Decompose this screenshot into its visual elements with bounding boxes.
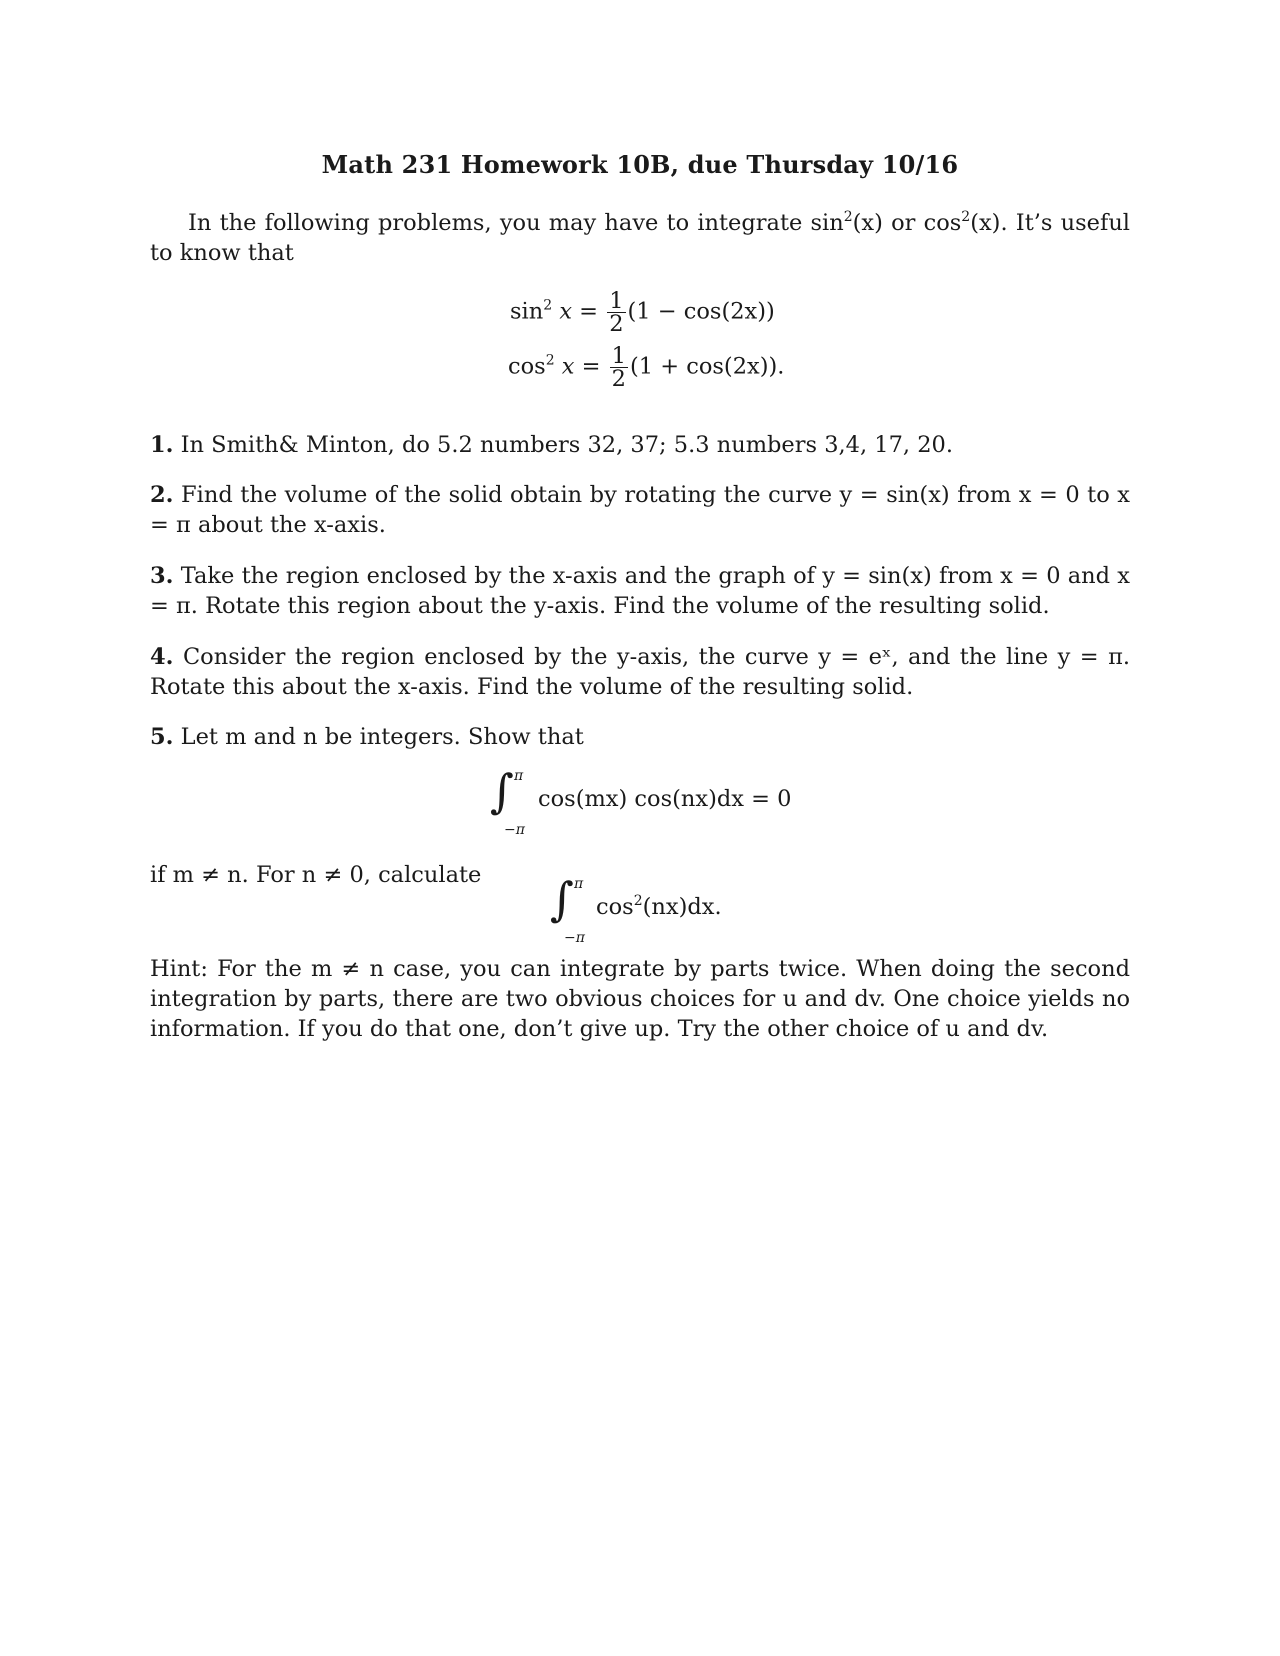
intro-text-c: (x). It’s useful to know that: [150, 210, 1131, 266]
cos-lhs: cos: [508, 353, 546, 380]
intro-paragraph: In the following problems, you may have to integrate $\sin^2(x)$ or $\cos^2(x)$. It’s useful to know that: [150, 209, 1131, 266]
cos-squared-identity: $\cos^2 x$ = $\frac{1}{2}$ (1 + cos(2x)).: [508, 343, 785, 392]
problem-2: [150, 480, 1130, 540]
hint-paragraph: Hint: For the m ≠ n case, you can integrate by parts twice. When doing the second integration by parts, there are two obvious choices for u and dv. One choice yields no information. If you do that one, don’t give up. Try the other choice of u and dv.: [150, 956, 1130, 1042]
problem-3: [150, 561, 1130, 621]
cos-rhs: (1 + cos(2x)).: [629, 353, 785, 380]
integral-lower-limit: −π: [564, 930, 585, 946]
sin-rhs: (1 − cos(2x)): [627, 298, 775, 325]
problem-number: 3.: [150, 563, 174, 589]
integral-cos-squared: [550, 872, 810, 948]
intro-text-a: In the following problems, you may have to integrate sin: [188, 210, 844, 236]
problem-text: In Smith& Minton, do 5.2 numbers 32, 37; 5.3 numbers 3,4, 17, 20.: [180, 432, 954, 458]
problem-text: Take the region enclosed by the x-axis and the graph of y = sin(x) from x = 0 and x = π. Rotate this region about the y-axis. Find the volume of the resulting solid.: [150, 563, 1130, 619]
problem-5-continued: if m ≠ n. For n ≠ 0, calculate: [150, 862, 482, 888]
problem-text: Consider the region enclosed by the y-axis, the curve y = eˣ, and the line y = π. Rotate this about the x-axis. Find the volume of the resulting solid.: [150, 644, 1131, 700]
problem-text: Find the volume of the solid obtain by rotating the curve y = sin(x) from x = 0 to x = π about the x-axis.: [150, 482, 1130, 538]
integral-upper-limit: π: [574, 876, 584, 892]
sin-squared-identity: $\sin^2 x$ = $\frac{1}{2}$ (1 − cos(2x)): [510, 288, 775, 337]
problem-number: 5.: [150, 724, 174, 750]
integral-body: cos(mx) cos(nx)dx = 0: [538, 786, 792, 812]
integral-upper-limit: π: [514, 768, 524, 784]
problem-number: 2.: [150, 482, 174, 508]
integral-lower-limit: −π: [504, 822, 525, 838]
sin-lhs: sin: [510, 298, 544, 325]
problem-number: 1.: [150, 432, 174, 458]
problem-1: [150, 430, 1130, 460]
integral-orthogonality: [490, 764, 810, 840]
integral-body: $\cos^2(nx)dx$.: [596, 893, 722, 920]
page-title: Math 231 Homework 10B, due Thursday 10/16: [321, 150, 959, 179]
problem-4: [150, 642, 1130, 702]
problem-5: [150, 722, 1130, 752]
integral-sign: ∫: [550, 872, 574, 926]
intro-text-b: (x) or cos: [852, 210, 962, 236]
fraction-half: $\frac{1}{2}$: [611, 343, 626, 392]
integral-sign: ∫: [490, 764, 514, 818]
problem-text: Let m and n be integers. Show that: [180, 724, 584, 750]
fraction-half: $\frac{1}{2}$: [609, 288, 624, 337]
problem-number: 4.: [150, 644, 174, 670]
